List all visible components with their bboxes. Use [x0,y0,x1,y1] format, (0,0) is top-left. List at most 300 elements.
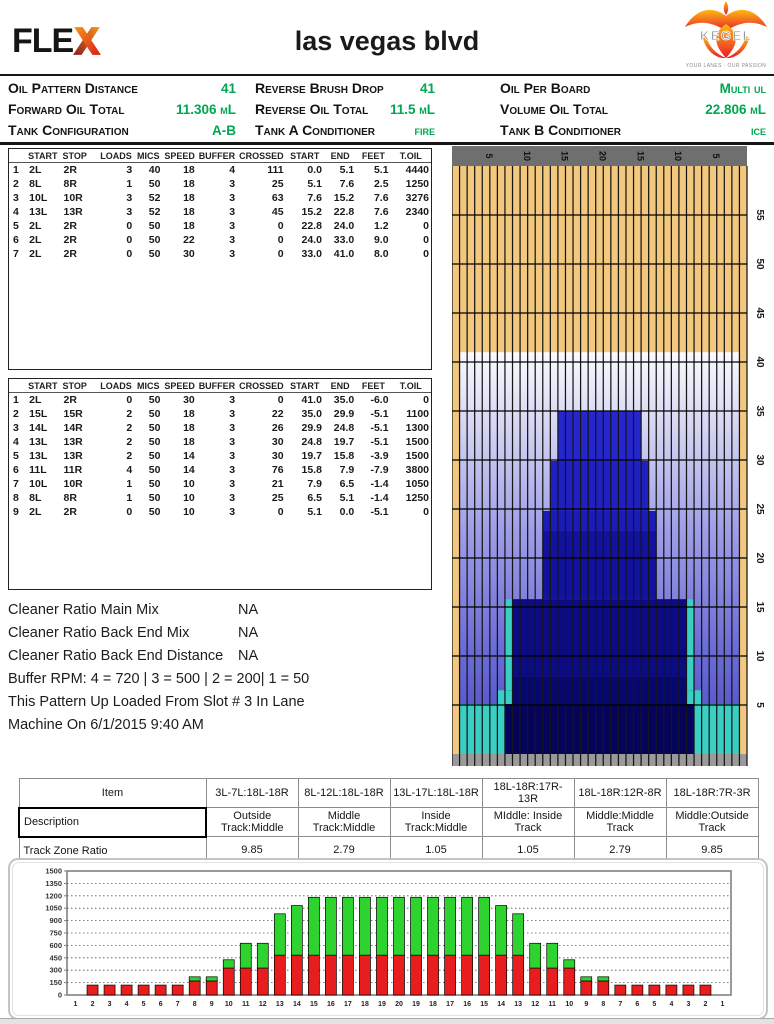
row-number: 1 [13,394,19,406]
row-number: 8 [13,492,19,504]
info-pair [500,98,766,120]
cell[interactable]: 3L-7L:18L-18R [206,779,298,808]
reverse-bar [308,897,319,955]
cell: 2 [126,408,133,420]
page-bottom-strip [0,1018,774,1024]
cell: 7.9 [307,478,322,490]
cell: 2 [126,422,133,434]
cell[interactable]: 9.85 [206,837,298,865]
reverse-bar [342,897,353,955]
board-label: 15 [635,150,646,162]
oil-zone [543,531,656,600]
track-zone-ratio-table [18,778,759,865]
cell: 2 [126,450,133,462]
distance-label: 25 [754,503,765,515]
cell: 50 [148,394,161,406]
note-line: Machine On 6/1/2015 9:40 AM [8,717,204,733]
cell: 22.8 [301,220,322,232]
cell: 2R [63,220,77,232]
info-value: ice [750,122,766,138]
column-header: LOADS [100,381,132,391]
x-tick-label: 3 [686,1001,691,1008]
table-row [9,177,431,191]
x-tick-label: 2 [90,1001,95,1008]
cell: 1250 [405,492,429,504]
column-header: STOP [62,381,87,391]
cell: -1.4 [370,492,389,504]
cell: 25 [271,178,284,190]
x-tick-label: 16 [326,1001,335,1008]
reverse-bar [359,897,370,955]
cell: 1100 [406,408,429,420]
cell: 24.0 [333,220,355,232]
x-tick-label: 5 [141,1001,146,1008]
cell: 0 [277,234,284,246]
x-tick-label: 6 [635,1001,640,1008]
row-number: 1 [13,164,19,176]
cell: 0 [277,394,284,406]
note-label: Cleaner Ratio Back End Distance [8,648,224,664]
forward-bar [376,955,387,995]
cell[interactable]: 1.05 [390,837,482,865]
cell: 24.8 [301,436,322,448]
x-tick-label: 13 [514,1001,523,1008]
distance-label: 30 [754,454,765,466]
x-tick-label: 3 [107,1001,112,1008]
cell: 4 [126,464,133,476]
cell[interactable]: 2.79 [574,837,666,865]
cell: 2R [63,394,77,406]
y-tick-label: 300 [49,965,62,975]
info-label: Oil Pattern Distance [8,80,138,96]
column-header: BUFFER [198,151,236,161]
cell: 50 [148,234,161,246]
y-tick-label: 1200 [45,891,62,901]
y-tick-label: 1350 [45,878,62,888]
cell: 3 [229,492,236,504]
table-header-row [9,149,431,163]
cell: 50 [148,436,161,448]
reverse-bar [206,977,217,981]
oil-zone [558,411,641,461]
row-number: 6 [13,234,19,246]
forward-bar [581,981,592,995]
cell: 50 [148,450,161,462]
cell: 21 [271,478,284,490]
cell: 6.5 [307,492,322,504]
forward-bar [445,955,456,995]
cell: 11R [63,464,83,476]
x-tick-label: 17 [446,1001,454,1008]
forward-bar [547,968,558,995]
column-header: END [330,381,350,391]
cell: 19.7 [333,436,355,448]
cell[interactable]: Description [19,808,206,837]
x-tick-label: 14 [292,1001,301,1008]
board-oil-chart-inner-frame [12,862,764,1016]
cell: 40 [148,164,161,176]
cell: -6.0 [370,394,389,406]
info-pair [500,119,766,141]
cell: 0 [423,234,429,246]
y-tick-label: 1050 [45,903,62,913]
cell: 18 [183,436,195,448]
distance-label: 15 [754,601,765,613]
cell: 19.7 [301,450,322,462]
cell[interactable]: Middle:Middle Track [574,808,666,837]
bare-lane-region [452,166,747,352]
y-tick-label: 450 [49,953,62,963]
kegel-phoenix-icon [682,0,770,70]
board-label: 5 [484,153,495,159]
forward-bar [121,985,132,995]
info-label: Volume Oil Total [500,101,609,117]
cell: 30 [183,394,195,406]
board-oil-chart-panel [8,858,768,1020]
reverse-pass-table [8,378,432,590]
x-tick-label: 15 [480,1001,489,1008]
cell: 22 [271,408,284,420]
cell: 2L [29,220,42,232]
cell: 29.9 [333,408,355,420]
row-number: 2 [13,408,19,420]
cell: 0 [126,220,133,232]
x-tick-label: 1 [73,1001,78,1008]
cell: 3 [229,192,236,204]
cell: 11L [29,464,47,476]
cell: 14 [183,450,195,462]
column-header: BUFFER [198,381,236,391]
table-row [9,233,431,247]
cell: 35.0 [333,394,355,406]
cell: 50 [148,506,161,518]
cell: 13R [63,450,83,462]
x-tick-label: 15 [309,1001,318,1008]
x-tick-label: 14 [497,1001,506,1008]
row-number: 4 [13,436,19,448]
cell: 50 [148,464,161,476]
info-pair [255,119,435,141]
table-row [9,205,431,219]
column-header: START [28,381,58,391]
x-tick-label: 16 [463,1001,472,1008]
cell[interactable]: Outside Track:Middle [206,808,298,837]
cell: 1300 [405,422,429,434]
x-tick-label: 13 [275,1001,284,1008]
reverse-bar [325,897,336,955]
cell: 15.8 [333,450,355,462]
cell: 10L [29,478,48,490]
info-label: Forward Oil Total [8,101,125,117]
table-row [9,191,431,205]
cell: 10R [63,192,83,204]
x-tick-label: 2 [703,1001,708,1008]
forward-bar [666,985,677,995]
x-tick-label: 11 [548,1001,556,1008]
oil-zone [513,599,687,676]
oil-zone [686,599,694,690]
cell: 3276 [405,192,429,204]
cell: 0.0 [339,506,355,518]
info-label: Tank A Conditioner [255,122,375,138]
cell[interactable]: 8L-12L:18L-18R [298,779,390,808]
cell: 13R [63,206,83,218]
cell: 50 [148,178,161,190]
cell: 24.0 [301,234,322,246]
distance-label: 10 [754,650,765,662]
column-header: START [290,151,320,161]
reverse-bar [496,906,507,956]
cell: 76 [271,464,284,476]
cell[interactable]: 18L-18R:12R-8R [574,779,666,808]
cell: 6.5 [339,478,355,490]
column-header: MICS [137,381,160,391]
cell: 0 [126,506,133,518]
cell: 15.2 [301,206,322,218]
cell: 10 [183,492,195,504]
cell: 2R [63,164,77,176]
cell: 7.6 [307,192,322,204]
cell: 35.0 [301,408,322,420]
cell: 3 [126,164,133,176]
x-tick-label: 18 [429,1001,437,1008]
reverse-bar [223,960,234,968]
notes-block [8,599,448,737]
cell: 25 [271,492,284,504]
table-row [9,393,431,408]
cell: 1 [126,178,133,190]
cell: 52 [148,206,161,218]
cell[interactable]: Middle:Outside Track [666,808,758,837]
info-pair [255,98,435,120]
column-header: START [28,151,58,161]
cell: 50 [148,422,161,434]
info-value: 41 [220,80,236,96]
cell: 15L [29,408,48,420]
table-row [19,779,758,808]
cell: 4 [229,164,236,176]
cell: 3 [229,394,236,406]
cell: 1500 [405,436,429,448]
cell: 2R [63,248,77,260]
column-header: T.OIL [399,151,422,161]
cell[interactable]: 9.85 [666,837,758,865]
x-tick-label: 20 [395,1001,403,1008]
cell: 3 [229,422,236,434]
cell: 8L [29,492,42,504]
cell: 52 [148,192,161,204]
cell[interactable]: Item [19,779,206,808]
forward-bar [411,955,422,995]
row-number: 4 [13,206,19,218]
cell: 5.1 [307,506,322,518]
distance-label: 45 [754,307,765,319]
cell: 2L [29,506,42,518]
cell: -3.9 [370,450,389,462]
forward-bar [206,981,217,995]
oil-zone [505,704,694,754]
y-tick-label: 0 [57,990,62,1000]
cell: 3 [229,450,236,462]
table-row [19,808,758,837]
cell: 13L [29,436,48,448]
forward-bar [291,955,302,995]
y-tick-label: 900 [49,916,62,926]
cell: 10L [29,192,48,204]
reverse-bar [547,943,558,968]
column-header: T.OIL [399,381,422,391]
info-label: Reverse Oil Total [255,101,369,117]
cell: 9.0 [373,234,389,246]
cell: 22 [183,234,195,246]
forward-bar [632,985,643,995]
forward-bar [223,968,234,995]
cell: 13L [29,450,48,462]
x-tick-label: 19 [412,1001,420,1008]
cell: 18 [183,178,195,190]
kegel-logo-text: KEGEL [699,28,753,43]
cell[interactable]: 18L-18R:17R-13R [482,779,574,808]
forward-pass-table [8,148,432,370]
forward-bar [394,955,405,995]
row-number: 5 [13,220,19,232]
table-row [9,421,431,435]
info-label: Tank B Conditioner [500,122,621,138]
forward-bar [274,955,285,995]
cell: 18 [183,220,195,232]
cell: 4440 [405,164,429,176]
forward-bar [308,955,319,995]
table-row [9,163,431,178]
x-tick-label: 17 [344,1001,352,1008]
cell: 3800 [405,464,429,476]
column-header: CROSSED [239,381,284,391]
table-row [9,435,431,449]
cell: 41.0 [333,248,355,260]
note-label: Cleaner Ratio Main Mix [8,602,159,618]
cell[interactable]: MIddle: Inside Track [482,808,574,837]
reverse-bar [189,977,200,981]
cell[interactable]: Inside Track:Middle [390,808,482,837]
cell: 18 [183,206,195,218]
cleaner-ratio-row [8,599,448,622]
cell: 0 [277,506,284,518]
row-number: 9 [13,506,19,518]
cell: 1500 [405,450,429,462]
x-tick-label: 19 [378,1001,386,1008]
cell: 30 [271,450,284,462]
forward-bar [359,955,370,995]
reverse-bar [376,897,387,955]
cell: 14 [183,464,195,476]
info-pair [8,98,236,120]
forward-bar [564,968,575,995]
board-label: 15 [559,150,570,162]
column-header: FEET [361,151,385,161]
cell: 30 [271,436,284,448]
cell: 2 [126,436,133,448]
forward-bar [683,985,694,995]
y-tick-label: 150 [49,978,62,988]
column-header: START [290,381,320,391]
cell: 0 [423,506,429,518]
x-tick-label: 12 [258,1001,267,1008]
x-tick-label: 9 [584,1001,589,1008]
row-number: 7 [13,478,19,490]
cell[interactable]: 13L-17L:18L-18R [390,779,482,808]
info-pair [8,119,236,141]
cell: 3 [229,178,236,190]
info-pair [8,77,236,99]
cell[interactable]: Middle Track:Middle [298,808,390,837]
oil-zone [543,511,656,531]
x-tick-label: 11 [242,1001,250,1008]
cell: 8R [63,178,77,190]
cell: 14L [29,422,48,434]
cell: 7.6 [339,178,355,190]
cell: 1.2 [373,220,389,232]
cell[interactable]: Track Zone Ratio [19,837,206,865]
forward-bar [615,985,626,995]
cell: 0 [423,248,429,260]
forward-bar [342,955,353,995]
cell[interactable]: 1.05 [482,837,574,865]
cell: 50 [148,220,161,232]
cell[interactable]: 2.79 [298,837,390,865]
forward-bar [138,985,149,995]
column-header: STOP [62,151,87,161]
info-value: Multi ul [719,80,766,96]
table-row [9,491,431,505]
cleaner-ratio-row [8,622,448,645]
reverse-bar [530,943,541,968]
cell: 10R [63,478,83,490]
pattern-info-band [0,74,774,145]
distance-label: 55 [754,209,765,221]
cell: 45 [271,206,284,218]
y-tick-label: 750 [49,928,62,938]
forward-bar [257,968,268,995]
cell: 13R [63,436,83,448]
cell: 18 [183,192,195,204]
cell: -5.1 [370,506,389,518]
row-number: 5 [13,450,19,462]
reverse-bar [428,897,439,955]
cell: 1 [126,478,133,490]
table-row [9,407,431,421]
forward-bar [496,955,507,995]
note-value: NA [238,648,259,664]
column-header: END [330,151,350,161]
distance-label: 50 [754,258,765,270]
cell: -1.4 [370,478,389,490]
x-tick-label: 18 [361,1001,369,1008]
cell: 2L [29,164,42,176]
x-tick-label: 5 [652,1001,657,1008]
cell: 5.1 [339,164,355,176]
flex-logo-text: FLE [12,22,74,60]
forward-bar [428,955,439,995]
cell: 0 [126,248,133,260]
table-header-row [9,379,431,393]
oil-zone [505,677,694,704]
cell[interactable]: 18L-18R:7R-3R [666,779,758,808]
y-tick-label: 600 [49,940,62,950]
info-value: fire [414,122,435,138]
reverse-bar [411,897,422,955]
cell: 0 [277,248,284,260]
cell: 30 [183,248,195,260]
